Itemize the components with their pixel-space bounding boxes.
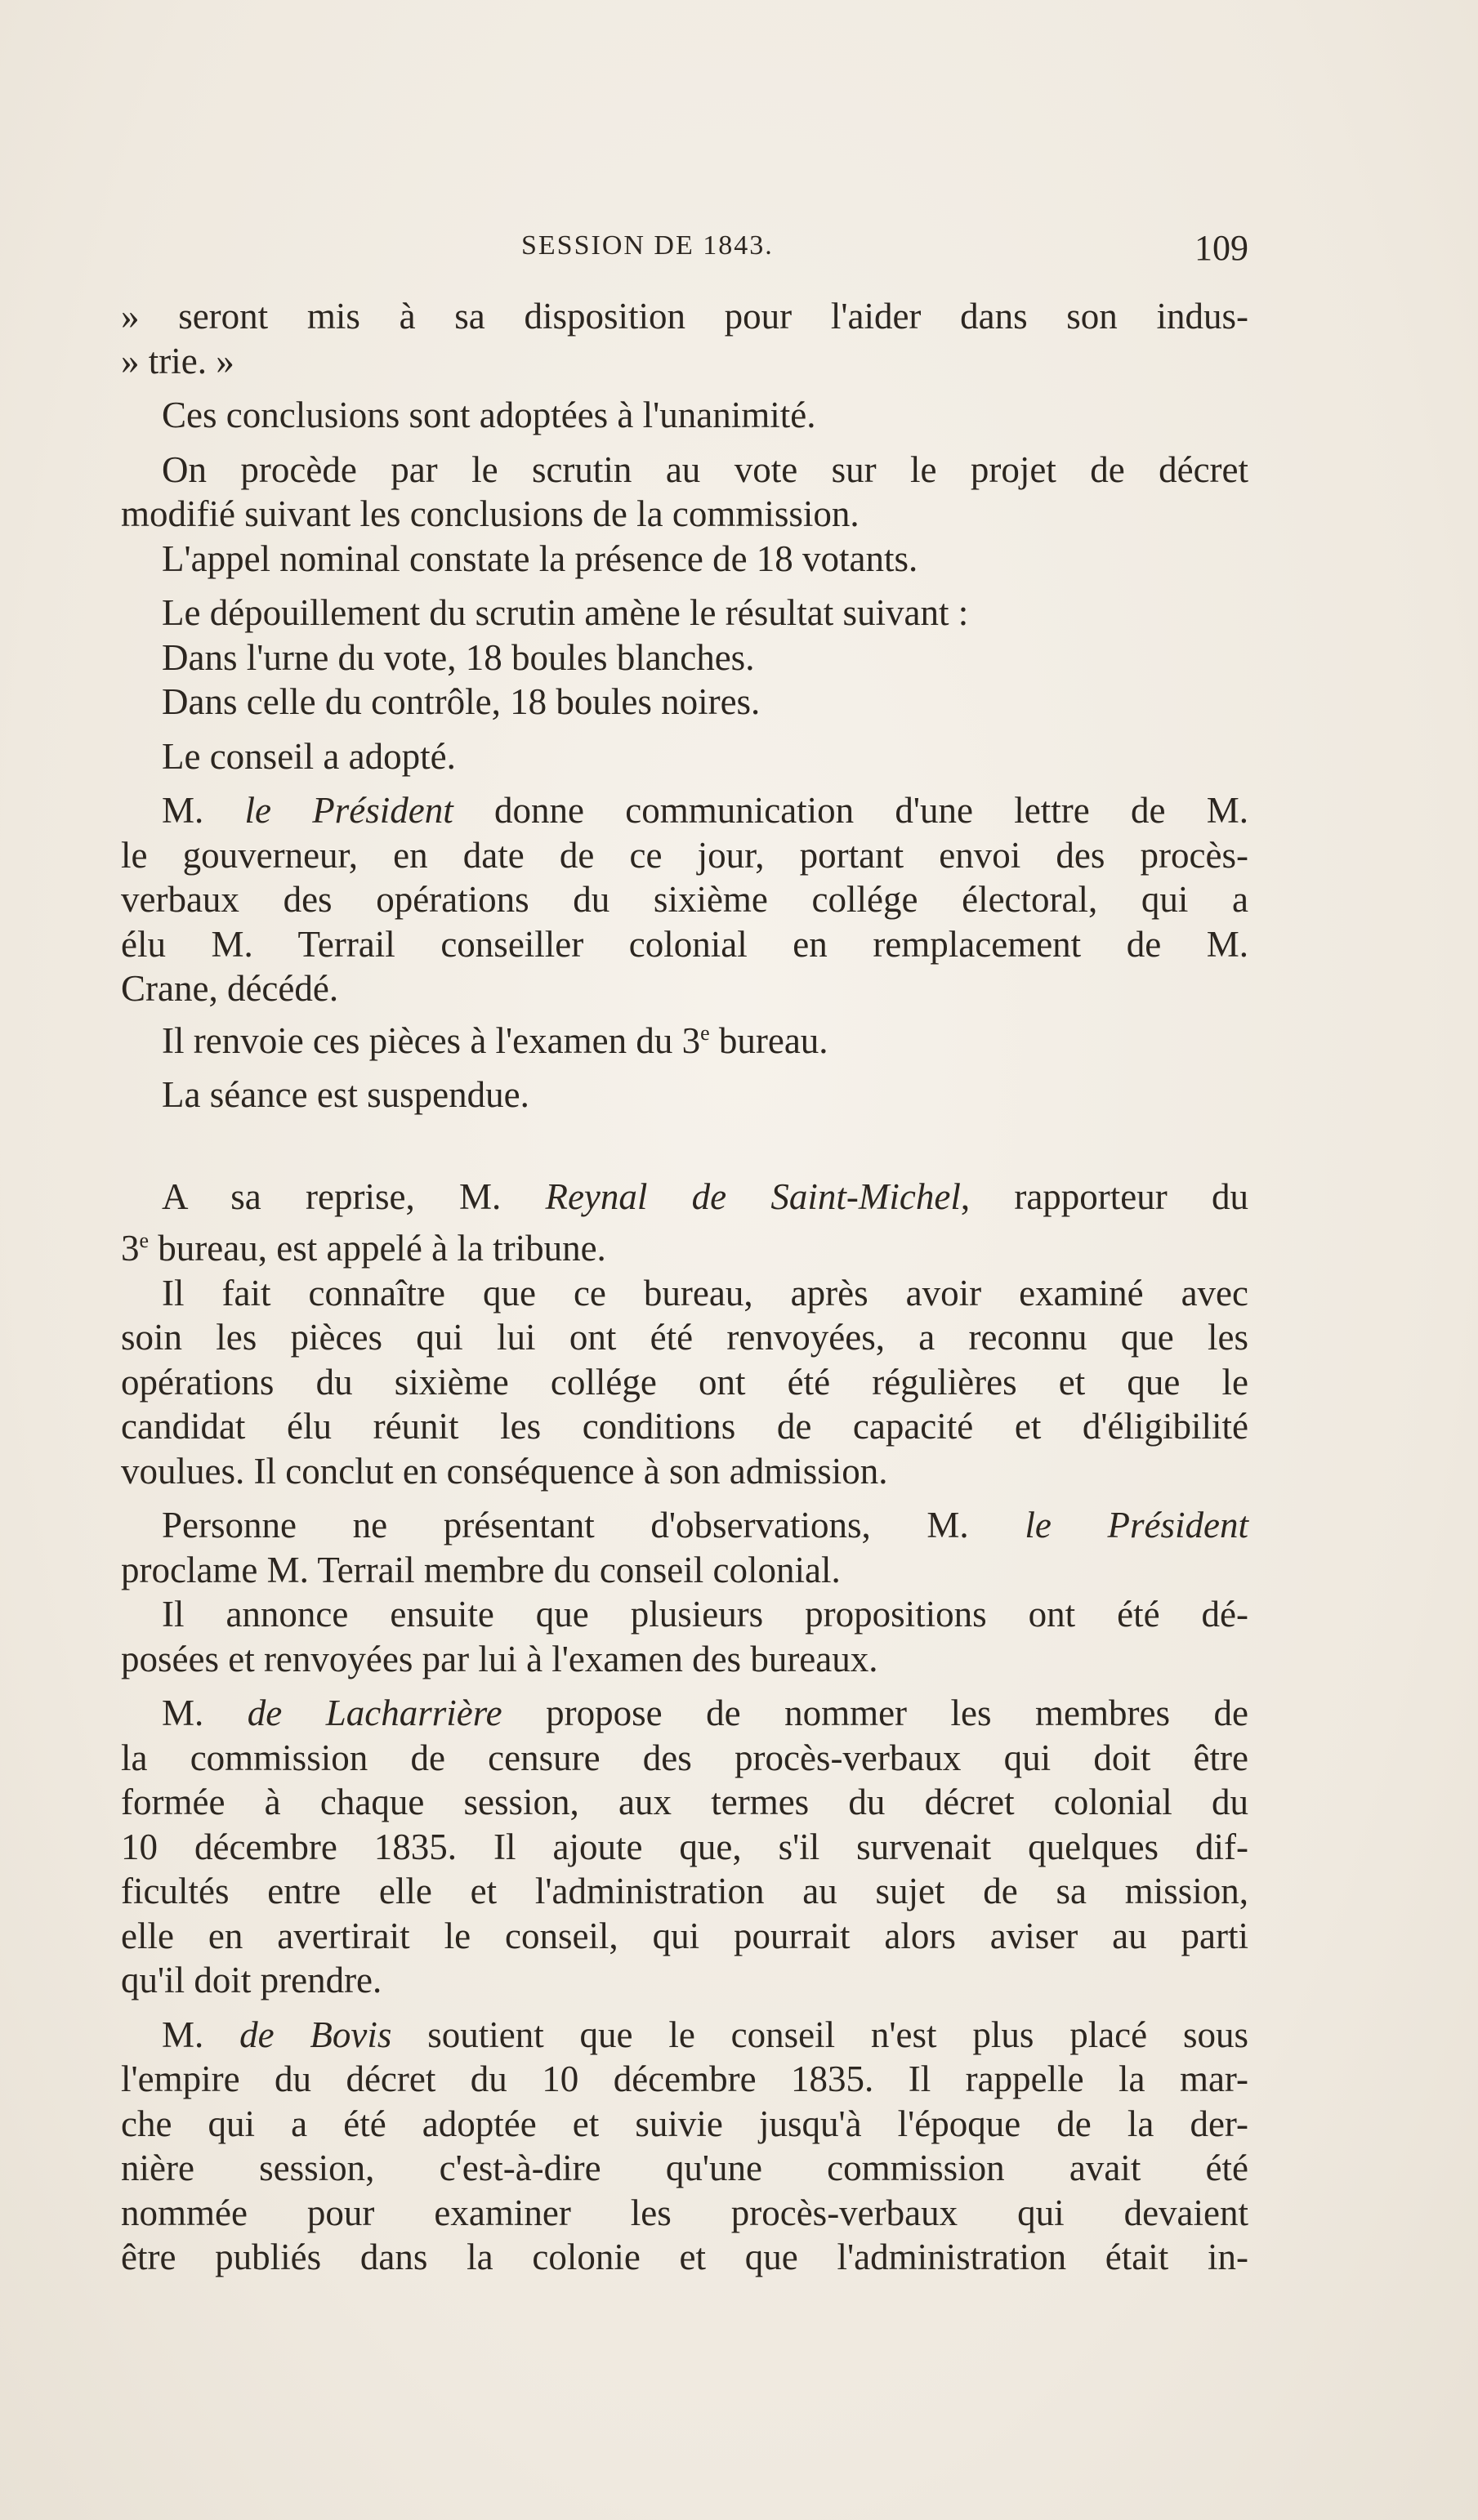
text-line: Crane, décédé.: [121, 968, 339, 1009]
paragraph: [121, 1175, 1248, 1271]
text-line: qu'il doit prendre.: [121, 1960, 382, 2000]
text-line: proclame M. Terrail membre du conseil colonial.: [121, 1549, 841, 1590]
paragraph: [121, 734, 1248, 779]
text-line: » trie. »: [121, 340, 234, 381]
text-line: ficultés entre elle et l'administration au sujet de sa mission,: [121, 1871, 1248, 1911]
text-line: le gouverneur, en date de ce jour, portant envoi des procès-: [121, 834, 1248, 876]
paragraph: [121, 393, 1248, 438]
paragraph: [121, 1073, 1248, 1117]
paragraph: [121, 1271, 1248, 1494]
text-line: être publiés dans la colonie et que l'administration était in-: [121, 2237, 1248, 2277]
text-line: Il fait connaître que ce bureau, après avoir examiné avec: [162, 1272, 1248, 1314]
president-title: le Président: [1025, 1505, 1248, 1545]
text-line: la commission de censure des procès-verbaux qui doit être: [121, 1737, 1248, 1778]
paragraph: [121, 537, 1248, 582]
text-line: opérations du sixième collége ont été régulières et que le: [121, 1361, 1248, 1403]
text-line: formée à chaque session, aux termes du décret colonial du: [121, 1782, 1248, 1822]
page-header: [121, 230, 1248, 279]
text-line: Il renvoie ces pièces à l'examen du 3e bureau.: [162, 1019, 828, 1061]
paragraph: [121, 788, 1248, 1011]
speaker-name: de Lacharrière: [247, 1693, 502, 1733]
text-run: donne communication d'une lettre de M.: [453, 790, 1248, 831]
text-line: Ces conclusions sont adoptées à l'unanimité.: [162, 395, 816, 435]
text-line: elle en avertirait le conseil, qui pourrait alors aviser au parti: [121, 1915, 1248, 1956]
text-line: M. de Lacharrière propose de nommer les membres de: [162, 1693, 1248, 1733]
text-line: che qui a été adoptée et suivie jusqu'à l'époque de la der-: [121, 2103, 1248, 2144]
text-line: On procède par le scrutin au vote sur le projet de décret: [162, 448, 1248, 490]
body-text: [121, 294, 1248, 2280]
page-number: 109: [1194, 228, 1248, 268]
paragraph: [121, 1691, 1248, 2003]
text-line: Le dépouillement du scrutin amène le résultat suivant :: [162, 592, 969, 633]
text-line: l'empire du décret du 10 décembre 1835. Il rappelle la mar-: [121, 2058, 1248, 2099]
text-line: 3e bureau, est appelé à la tribune.: [121, 1228, 606, 1269]
text-line: Il annonce ensuite que plusieurs propositions ont été dé-: [162, 1594, 1248, 1635]
text-line: modifié suivant les conclusions de la commission.: [121, 493, 860, 534]
text-line: soin les pièces qui lui ont été renvoyées, a reconnu que les: [121, 1317, 1248, 1358]
text-line: » seront mis à sa disposition pour l'aider dans son indus-: [121, 296, 1248, 337]
text-run: M.: [162, 790, 245, 831]
paragraph: [121, 591, 1248, 636]
running-title: SESSION DE 1843.: [521, 230, 774, 261]
paragraph: [121, 1592, 1248, 1681]
text-line: Dans celle du contrôle, 18 boules noires.: [162, 681, 761, 722]
paragraph: [121, 680, 1248, 725]
text-line: voulues. Il conclut en conséquence à son admission.: [121, 1450, 888, 1492]
text-line: Personne ne présentant d'observations, M. le Président: [162, 1505, 1248, 1545]
text-line: L'appel nominal constate la présence de 18 votants.: [162, 537, 918, 579]
speaker-name: de Bovis: [239, 2014, 392, 2055]
text-line: posées et renvoyées par lui à l'examen des bureaux.: [121, 1638, 878, 1679]
text-line: M. de Bovis soutient que le conseil n'est plus placé sous: [162, 2014, 1248, 2055]
text-line: nière session, c'est-à-dire qu'une commission avait été: [121, 2148, 1248, 2188]
speaker-name: Reynal de Saint-Michel: [545, 1175, 961, 1217]
text-line: candidat élu réunit les conditions de capacité et d'éligibilité: [121, 1406, 1248, 1447]
text-line: Le conseil a adopté.: [162, 735, 456, 777]
text-line: nommée pour examiner les procès-verbaux qui devaient: [121, 2192, 1248, 2233]
text-line: La séance est suspendue.: [162, 1074, 529, 1115]
text-line: verbaux des opérations du sixième collége électoral, qui a: [121, 879, 1248, 920]
text-line: [121, 788, 1248, 833]
paragraph: [121, 1011, 1248, 1064]
text-line: Dans l'urne du vote, 18 boules blanches.: [162, 636, 755, 678]
paragraph: [121, 294, 1248, 383]
paragraph: [121, 2013, 1248, 2280]
text-line: élu M. Terrail conseiller colonial en remplacement de M.: [121, 923, 1248, 965]
president-title: le Président: [244, 790, 453, 831]
paragraph: [121, 448, 1248, 537]
text-line: A sa reprise, M. Reynal de Saint-Michel, rapporteur du: [162, 1175, 1248, 1217]
paragraph: [121, 1503, 1248, 1592]
text-line: 10 décembre 1835. Il ajoute que, s'il survenait quelques dif-: [121, 1826, 1248, 1867]
paragraph: [121, 636, 1248, 680]
